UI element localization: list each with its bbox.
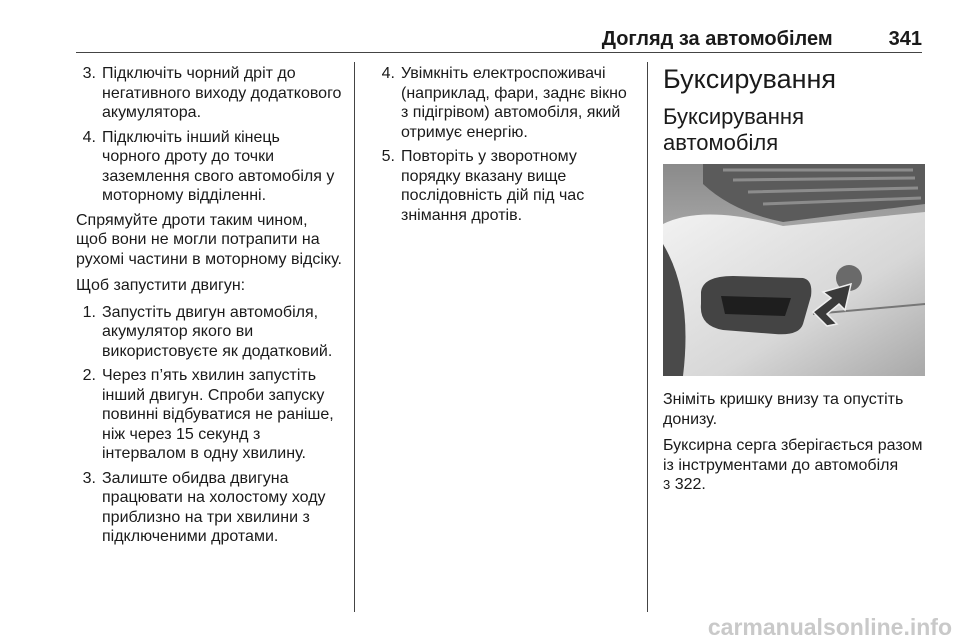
column-1 <box>76 64 342 552</box>
column-3 <box>663 64 925 502</box>
section-heading: Буксирування <box>663 64 837 94</box>
list-text: Через п’ять хвилин запустіть інший двигун. Спроби запуску повинні відбуватися не раніше, ніж через 15 секунд з інтервалом в одну хвилину. <box>102 367 334 462</box>
header-rule <box>76 52 922 53</box>
page-reference-arrow-icon: 3 <box>663 477 671 492</box>
paragraph: Зніміть кришку внизу та опустіть донизу. <box>663 391 904 428</box>
list-item <box>371 147 633 225</box>
list-text: Повторіть у зворотному порядку вказану вище послідовність дій під час знімання дротів. <box>401 148 585 224</box>
paragraph <box>663 436 925 495</box>
list-number: 4. <box>381 65 395 82</box>
page-header <box>76 28 922 50</box>
list-item <box>76 366 342 464</box>
list-item <box>76 303 342 362</box>
list-text: Підключіть чорний дріт до негативного виходу додаткового акумулятора. <box>102 65 342 121</box>
list-number: 1. <box>82 303 96 321</box>
paragraph-text: Буксирна серга зберігається разом із інструментами до автомобіля <box>663 437 923 474</box>
page-title: Догляд за автомобілем <box>601 28 833 50</box>
list-item <box>76 64 342 123</box>
list-text: Запустіть двигун автомобіля, акумулятор якого ви використовуєте як додатковий. <box>102 303 333 360</box>
column-2 <box>371 64 633 230</box>
paragraph: Щоб запустити двигун: <box>76 277 246 294</box>
list-item <box>76 128 342 206</box>
page-reference[interactable]: 322. <box>674 476 706 493</box>
watermark: carmanualsonline.info <box>707 614 952 640</box>
list-text: Підключіть інший кінець чорного дроту до точки заземлення свого автомобіля у моторному відділенні. <box>102 128 335 204</box>
list-number: 2. <box>82 367 96 384</box>
list-item <box>76 469 342 547</box>
list-item <box>371 64 633 142</box>
column-divider-1 <box>354 62 355 612</box>
list-text: Залиште обидва двигуна працювати на холостому ходу приблизно на три хвилини з підключеними дротами. <box>102 469 326 545</box>
paragraph: Спрямуйте дроти таким чином, щоб вони не могли потрапити на рухомі частини в моторному відсіку. <box>76 211 342 268</box>
subsection-heading: Буксирування автомобіля <box>663 104 804 155</box>
fog-light <box>721 296 791 316</box>
list-number: 3. <box>82 469 96 487</box>
page-number: 341 <box>888 28 922 50</box>
list-number: 4. <box>82 128 96 146</box>
car-front-bumper-tow-cover-illustration <box>663 164 925 376</box>
list-text: Увімкніть електроспоживачі (наприклад, фари, заднє вікно з підігрівом) автомобіля, який отримує енергію. <box>401 65 627 141</box>
column-divider-2 <box>647 62 648 612</box>
list-number: 3. <box>82 65 96 82</box>
list-number: 5. <box>381 148 395 165</box>
